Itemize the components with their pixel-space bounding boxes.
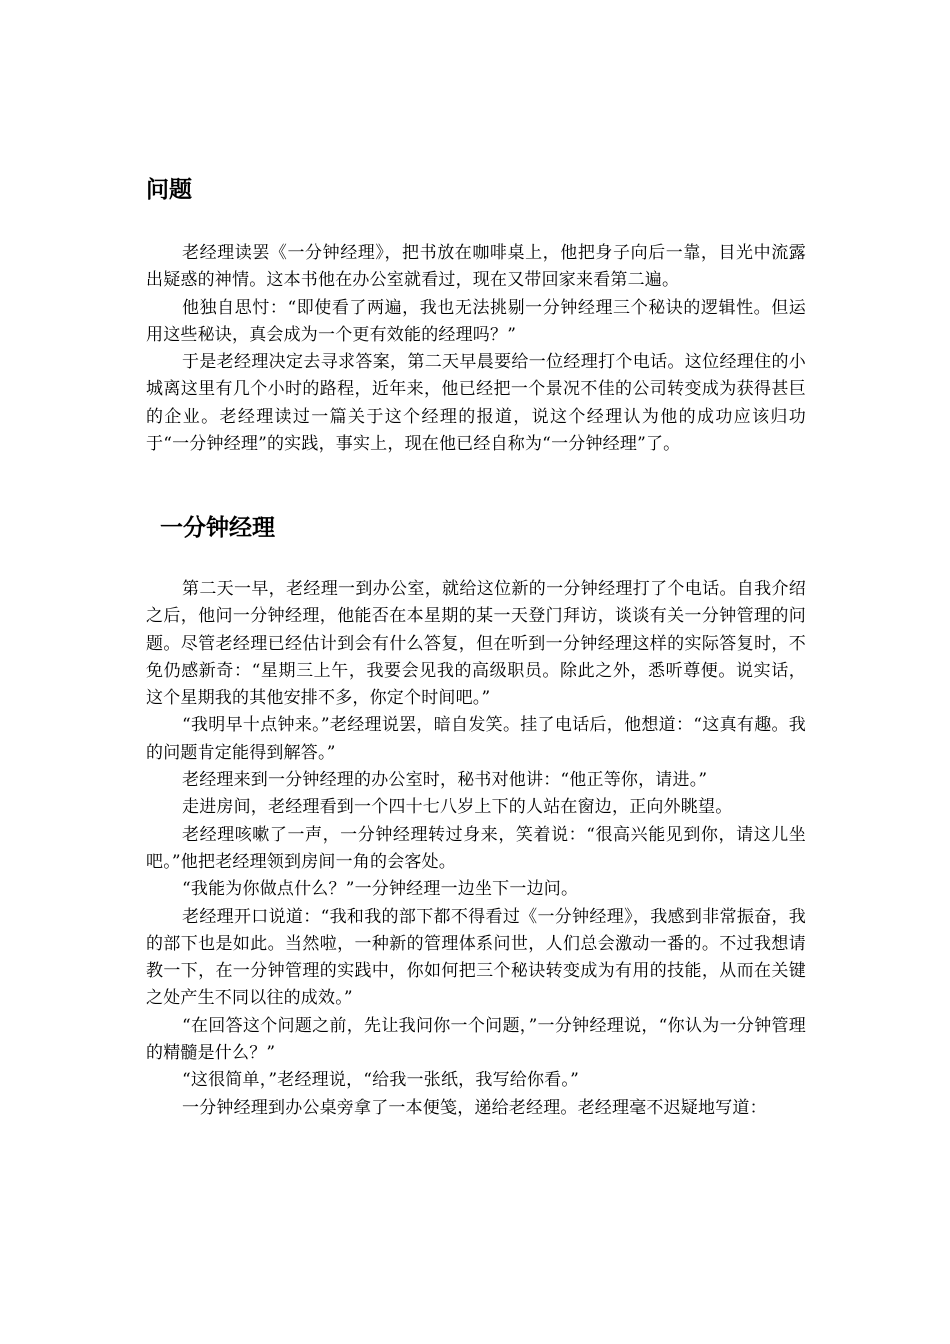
paragraph: 他独自思忖：“即使看了两遍，我也无法挑剔一分钟经理三个秘诀的逻辑性。但运用这些秘诀，真会成为一个更有效能的经理吗？” bbox=[146, 297, 806, 345]
paragraph: “我能为你做点什么？”一分钟经理一边坐下一边问。 bbox=[182, 879, 579, 900]
paragraph: “我明早十点钟来。”老经理说罢，暗自发笑。挂了电话后，他想道：“这真有趣。我的问题肯定能得到解答。” bbox=[146, 715, 806, 763]
paragraph: 老经理来到一分钟经理的办公室时，秘书对他讲：“他正等你，请进。” bbox=[182, 770, 708, 791]
paragraph: “这很简单，”老经理说，“给我一张纸，我写给你看。” bbox=[182, 1070, 579, 1091]
section-heading-problem: 问题 bbox=[146, 177, 192, 203]
paragraph: 老经理咳嗽了一声，一分钟经理转过身来，笑着说：“很高兴能见到你，请这儿坐吧。”他把老经理领到房间一角的会客处。 bbox=[146, 824, 806, 872]
section-one-minute-manager-body bbox=[146, 576, 806, 1122]
section-problem-body bbox=[146, 240, 806, 458]
paragraph: 老经理读罢《一分钟经理》，把书放在咖啡桌上，他把身子向后一靠，目光中流露出疑惑的神情。这本书他在办公室就看过，现在又带回家来看第二遍。 bbox=[146, 243, 806, 291]
paragraph: 于是老经理决定去寻求答案，第二天早晨要给一位经理打个电话。这位经理住的小城离这里有几个小时的路程，近年来，他已经把一个景况不佳的公司转变成为获得甚巨的企业。老经理读过一篇关于这个经理的报道，说这个经理认为他的成功应该归功于“一分钟经理”的实践，事实上，现在他已经自称为“一分钟经理”了。 bbox=[146, 352, 806, 455]
section-heading-one-minute-manager: 一分钟经理 bbox=[160, 515, 275, 541]
paragraph: 走进房间，老经理看到一个四十七八岁上下的人站在窗边，正向外眺望。 bbox=[182, 797, 733, 818]
paragraph: 一分钟经理到办公桌旁拿了一本便笺，递给老经理。老经理毫不迟疑地写道： bbox=[182, 1097, 767, 1118]
paragraph: “在回答这个问题之前，先让我问你一个问题，”一分钟经理说，“你认为一分钟管理的精髓是什么？” bbox=[146, 1015, 806, 1064]
paragraph: 老经理开口说道：“我和我的部下都不得看过《一分钟经理》，我感到非常振奋，我的部下也是如此。当然啦，一种新的管理体系问世，人们总会激动一番的。不过我想请教一下，在一分钟管理的实践中，你如何把三个秘诀转变成为有用的技能，从而在关键之处产生不同以往的成效。” bbox=[146, 906, 806, 1009]
paragraph: 第二天一早，老经理一到办公室，就给这位新的一分钟经理打了个电话。自我介绍之后，他问一分钟经理，他能否在本星期的某一天登门拜访，谈谈有关一分钟管理的问题。尽管老经理已经估计到会有什么答复，但在听到一分钟经理这样的实际答复时，不免仍感新奇：“星期三上午，我要会见我的高级职员。除此之外，悉听尊便。说实话，这个星期我的其他安排不多，你定个时间吧。” bbox=[146, 579, 806, 709]
